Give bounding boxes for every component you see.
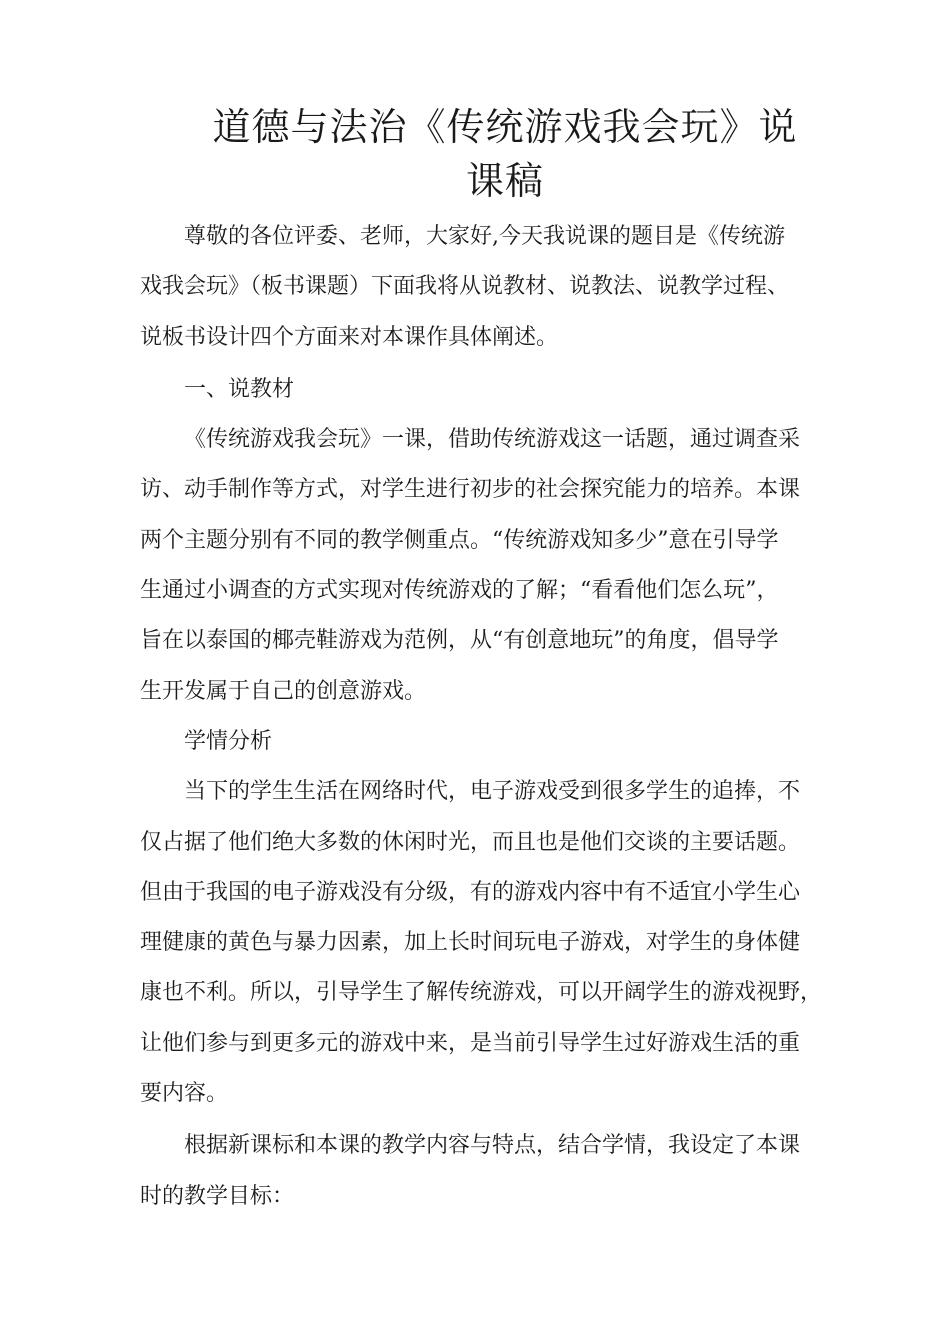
- paragraph-objectives: [140, 1121, 820, 1222]
- section-heading-students: [140, 717, 820, 767]
- text-line: 仅占据了他们绝大多数的休闲时光，而且也是他们交谈的主要话题。: [140, 829, 801, 855]
- title-line-1: 道德与法治《传统游戏我会玩》说: [212, 105, 798, 149]
- document-title: [140, 100, 870, 208]
- text-line: 要内容。: [140, 1081, 229, 1107]
- text-line: 根据新课标和本课的教学内容与特点，结合学情，我设定了本课: [184, 1133, 801, 1159]
- text-line: 当下的学生生活在网络时代，电子游戏受到很多学生的追捧，不: [184, 779, 801, 805]
- text-line: 访、动手制作等方式，对学生进行初步的社会探究能力的培养。本课: [140, 477, 801, 503]
- text-line: 时的教学目标：: [140, 1183, 295, 1209]
- text-line: 让他们参与到更多元的游戏中来，是当前引导学生过好游戏生活的重: [140, 1030, 801, 1056]
- text-line: 理健康的黄色与暴力因素，加上长时间玩电子游戏，对学生的身体健: [140, 930, 801, 956]
- text-line: 说板书设计四个方面来对本课作具体阐述。: [140, 324, 559, 350]
- heading-line: 一、说教材: [184, 376, 295, 402]
- text-line: 两个主题分别有不同的教学侧重点。“传统游戏知多少”意在引导学: [140, 527, 779, 553]
- text-line: 康也不利。所以，引导学生了解传统游戏，可以开阔学生的游戏视野，: [140, 980, 823, 1006]
- title-line-2: 课稿: [465, 159, 544, 203]
- section-heading-textbook: [140, 365, 820, 415]
- text-line: 戏我会玩》（板书课题）下面我将从说教材、说教法、说教学过程、: [140, 274, 790, 300]
- document-body: [140, 212, 823, 1222]
- text-line: 生开发属于自己的创意游戏。: [140, 678, 427, 704]
- text-line: 生通过小调查的方式实现对传统游戏的了解；“看看他们怎么玩”，: [140, 578, 779, 604]
- heading-line: 学情分析: [184, 728, 273, 754]
- paragraph-textbook: [140, 415, 820, 717]
- text-line: 旨在以泰国的椰壳鞋游戏为范例，从“有创意地玩”的角度，倡导学: [140, 628, 779, 654]
- paragraph-intro: [140, 212, 820, 363]
- text-line: 但由于我国的电子游戏没有分级，有的游戏内容中有不适宜小学生心: [140, 879, 801, 905]
- paragraph-students: [140, 767, 823, 1119]
- text-line: 《传统游戏我会玩》一课，借助传统游戏这一话题，通过调查采: [184, 427, 801, 453]
- text-line: 尊敬的各位评委、老师，大家好,今天我说课的题目是《传统游: [184, 224, 785, 249]
